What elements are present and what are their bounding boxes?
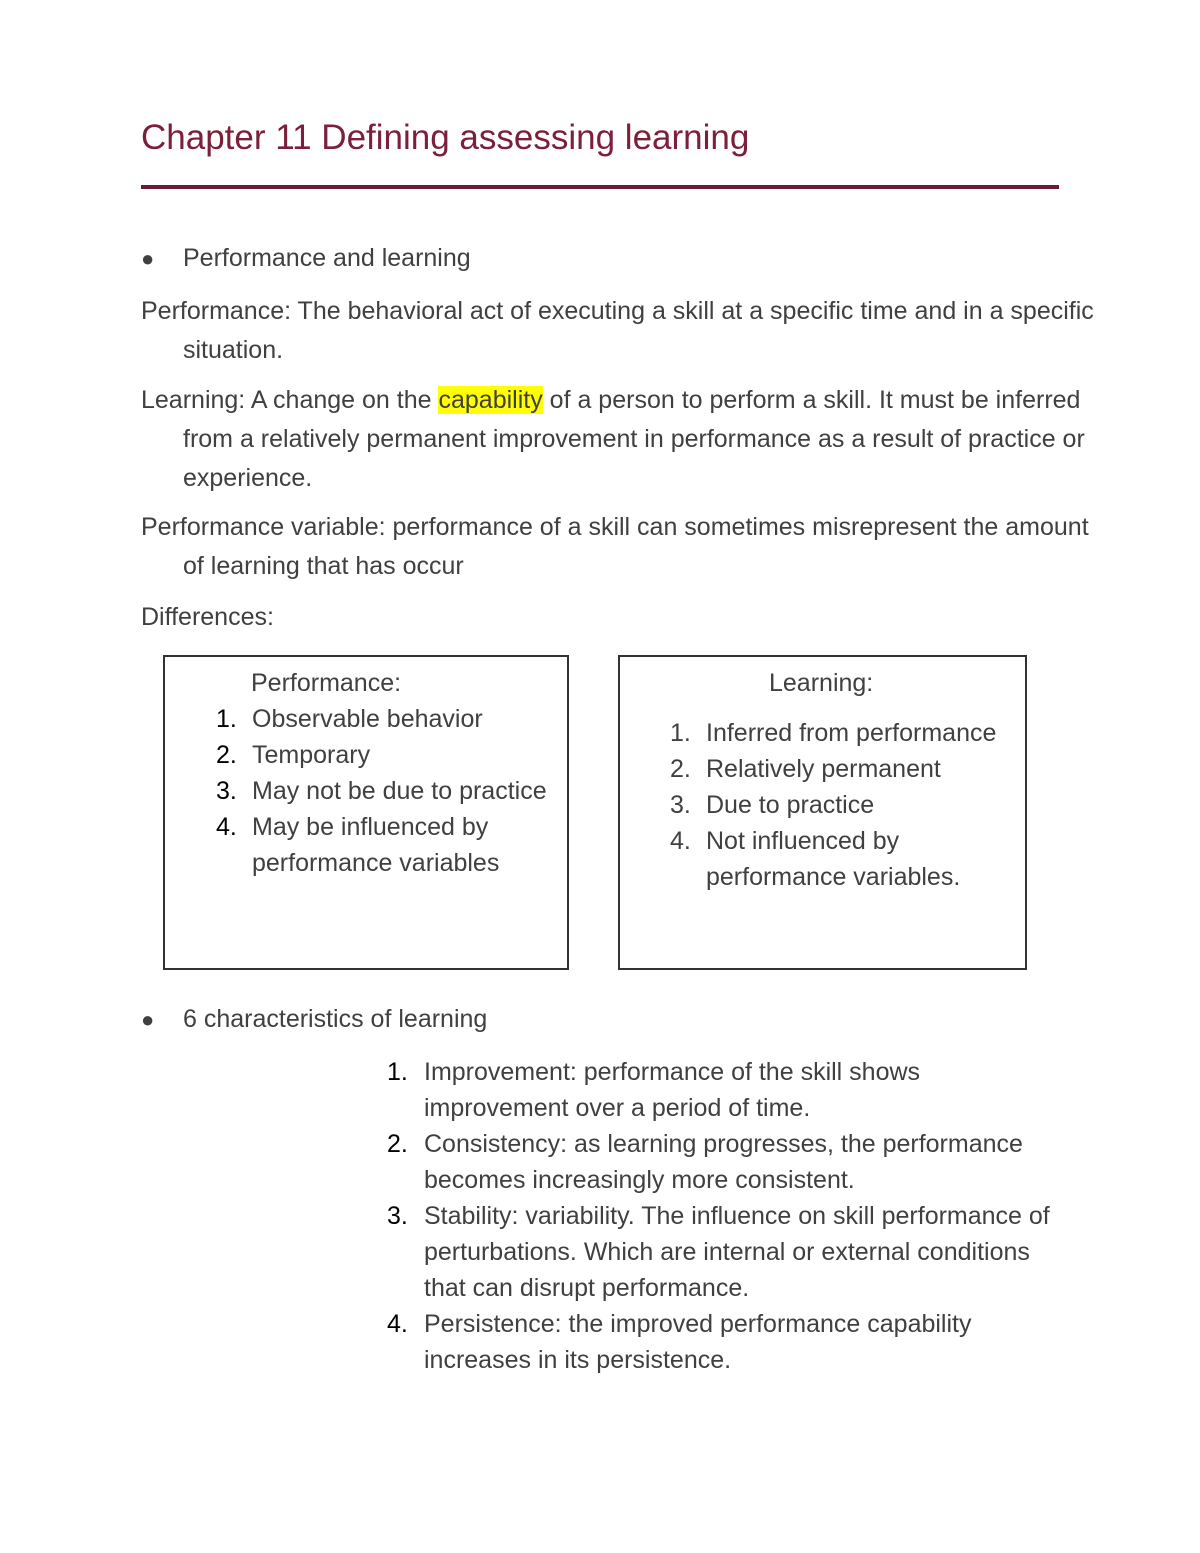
list-item: 2. Relatively permanent [670, 755, 941, 783]
term: Performance variable: [141, 513, 386, 541]
list-item: 2. Consistency: as learning progresses, the performance becomes increasingly more consistent. [387, 1130, 1023, 1194]
bullet-performance-and-learning [141, 244, 471, 273]
list-item: 1. Improvement: performance of the skill shows improvement over a period of time. [387, 1058, 921, 1122]
bullet-text: Performance and learning [183, 244, 471, 272]
definition-text: A change on the [245, 386, 439, 414]
list-item: 2. Temporary [216, 741, 371, 769]
characteristics-list [387, 1054, 1067, 1378]
differences-label: Differences: [141, 603, 274, 631]
learning-box-title: Learning: [769, 669, 874, 697]
learning-definition [141, 381, 1113, 498]
performance-box-title: Performance: [251, 669, 402, 697]
list-item: 3. Stability: variability. The influence on skill performance of perturbations. Which are internal or external conditions that can disrupt performance. [387, 1202, 1050, 1302]
highlighted-word: capability [438, 386, 543, 414]
bullet-characteristics [141, 1005, 487, 1034]
learning-list [670, 715, 1000, 895]
performance-definition [141, 292, 1113, 370]
list-item: 1. Observable behavior [216, 705, 483, 733]
term: Performance: [141, 297, 292, 325]
definition-text: of a person to perform a skill. It must be inferred from a relatively permanent improvement in performance as a result of practice or experience. [183, 386, 1085, 492]
title-divider [141, 185, 1059, 189]
list-item: 4. May be influenced by performance variables [216, 813, 500, 877]
performance-box [163, 655, 569, 970]
page-title: Chapter 11 Defining assessing learning [141, 118, 750, 157]
list-item: 4. Not influenced by performance variables. [670, 827, 961, 891]
list-item: 4. Persistence: the improved performance capability increases in its persistence. [387, 1310, 972, 1374]
definition-text: performance of a skill can sometimes misrepresent the amount of learning that has occur [183, 513, 1089, 580]
list-item: 1. Inferred from performance [670, 719, 997, 747]
performance-list [216, 701, 556, 881]
bullet-icon: ● [141, 246, 155, 271]
list-item: 3. Due to practice [670, 791, 875, 819]
term: Learning: [141, 386, 246, 414]
bullet-text: 6 characteristics of learning [183, 1005, 488, 1033]
bullet-icon: ● [141, 1007, 155, 1032]
performance-variable-definition [141, 508, 1113, 586]
learning-box [618, 655, 1027, 970]
definition-text: The behavioral act of executing a skill at a specific time and in a specific situation. [183, 297, 1094, 364]
list-item: 3. May not be due to practice [216, 777, 547, 805]
